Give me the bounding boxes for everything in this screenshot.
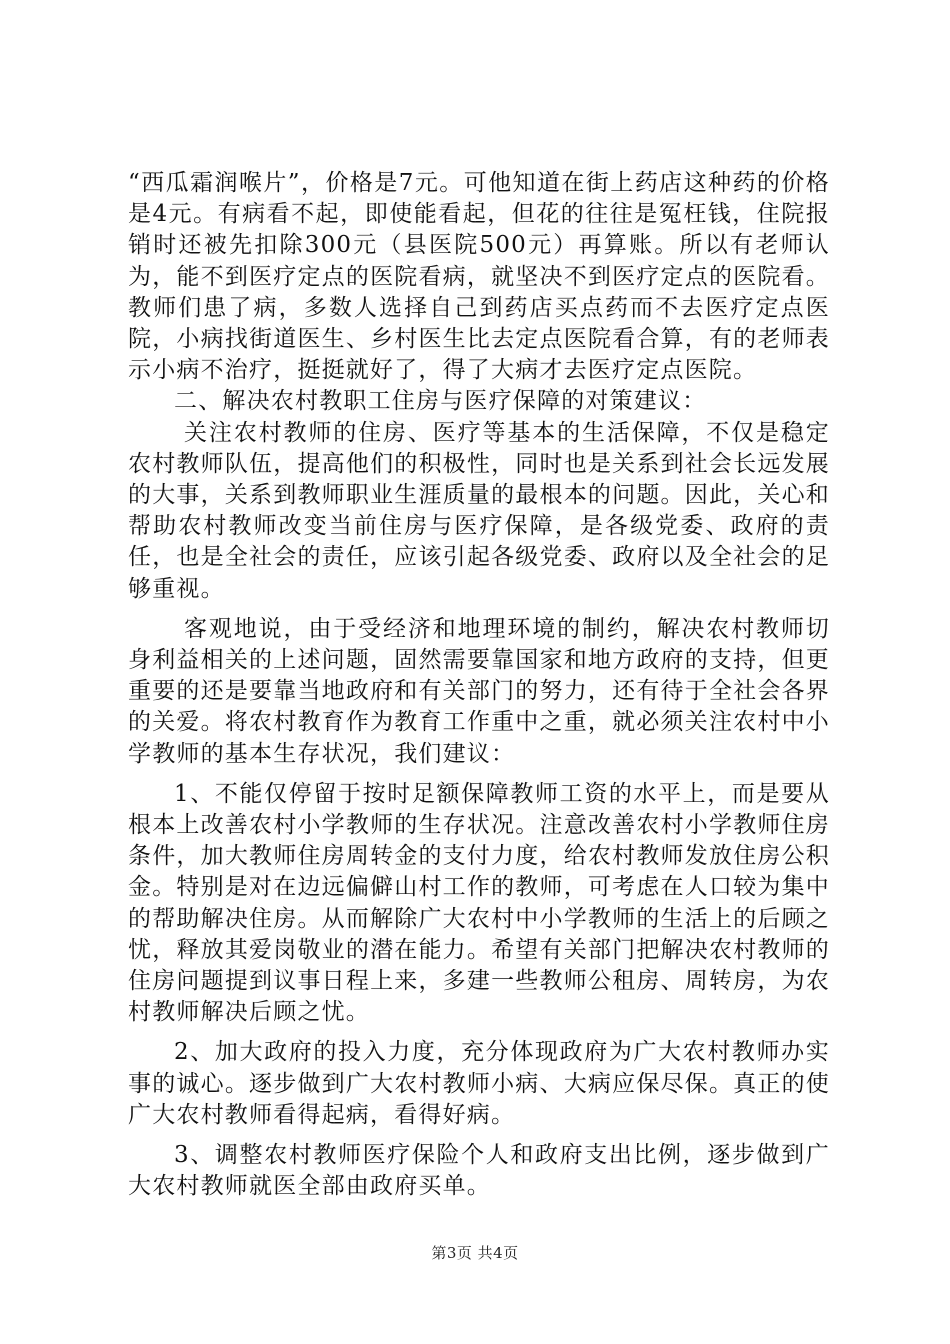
paragraph-suggestion-2: 2、加大政府的投入力度，充分体现政府为广大农村教师办实事的诚心。逐步做到广大农村教师小病、大病应保尽保。真正的使广大农村教师看得起病，看得好病。 [128,1039,830,1128]
page-number-footer: 第3页 共4页 [431,1244,519,1262]
paragraph-objective: 客观地说，由于受经济和地理环境的制约，解决农村教师切身利益相关的上述问题，固然需要靠国家和地方政府的支持，但更重要的还是要靠当地政府和有关部门的努力，还有待于全社会各界的关爱。将农村教育作为教育工作重中之重，就必须关注农村中小学教师的基本生存状况，我们建议： [128,615,830,767]
section-heading-suggestions: 二、解决农村教职工住房与医疗保障的对策建议： [174,388,707,415]
paragraph-suggestion-1: 1、不能仅停留于按时足额保障教师工资的水平上，而是要从根本上改善农村小学教师的生存状况。注意改善农村小学教师住房条件，加大教师住房周转金的支付力度，给农村教师发放住房公积金。特别是对在边远偏僻山村工作的教师，可考虑在人口较为集中的帮助解决住房。从而解除广大农村中小学教师的生活上的后顾之忧，释放其爱岗敬业的潜在能力。希望有关部门把解决农村教师的住房问题提到议事日程上来，多建一些教师公租房、周转房，为农村教师解决后顾之忧。 [128,780,830,1026]
paragraph-suggestion-3: 3、调整农村教师医疗保险个人和政府支出比例，逐步做到广大农村教师就医全部由政府买单。 [128,1142,830,1200]
paragraph-attention: 关注农村教师的住房、医疗等基本的生活保障，不仅是稳定农村教师队伍，提高他们的积极性，同时也是关系到社会长远发展的大事，关系到教师职业生涯质量的最根本的问题。因此，关心和帮助农村教师改变当前住房与医疗保障，是各级党委、政府的责任，也是全社会的责任，应该引起各级党委、政府以及全社会的足够重视。 [128,419,830,602]
paragraph-medical-cost: “西瓜霜润喉片”，价格是7元。可他知道在街上药店这种药的价格是4元。有病看不起，即使能看起，但花的往往是冤枉钱，住院报销时还被先扣除300元（县医院500元）再算账。所以有老师认为，能不到医疗定点的医院看病，就坚决不到医疗定点的医院看。教师们患了病，多数人选择自己到药店买点药而不去医疗定点医院，小病找街道医生、乡村医生比去定点医院看合算，有的老师表示小病不治疗，挺挺就好了，得了大病才去医疗定点医院。 [128,170,830,384]
document-body [128,168,830,1203]
